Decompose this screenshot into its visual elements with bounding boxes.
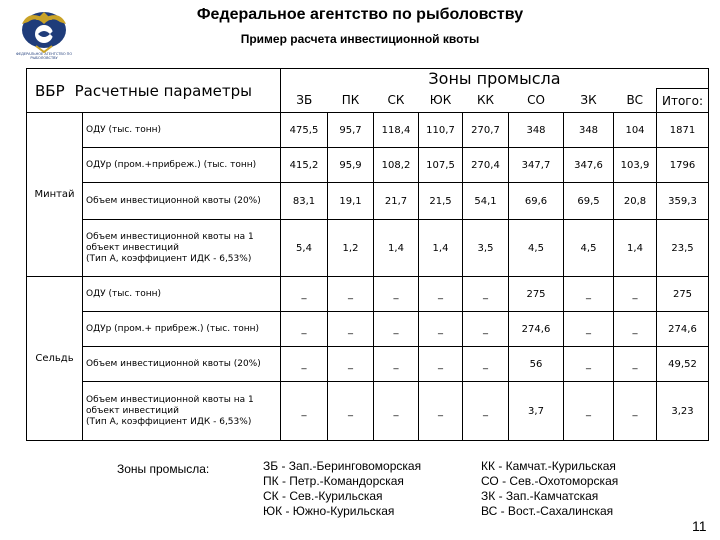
value-cell: _: [463, 277, 509, 312]
param-label: [83, 220, 281, 277]
value-cell: _: [419, 312, 463, 347]
value-cell: 3,5: [463, 220, 509, 277]
value-cell: _: [281, 382, 328, 441]
zone-header-vs: ВС: [614, 89, 657, 113]
value-cell: 19,1: [328, 183, 374, 220]
value-cell: _: [614, 312, 657, 347]
param-line: (Тип А, коэффициент ИДК - 6,53%): [86, 416, 252, 427]
value-cell: 1,4: [614, 220, 657, 277]
zone-header-pk: ПК: [328, 89, 374, 113]
value-cell: 54,1: [463, 183, 509, 220]
legend-item: ВС - Вост.-Сахалинская: [481, 504, 614, 518]
table-row: [27, 312, 709, 347]
zone-header-zb: ЗБ: [281, 89, 328, 113]
legend-item: ЗК - Зап.-Камчатская: [481, 489, 599, 503]
value-cell: _: [374, 347, 419, 382]
value-cell: _: [328, 347, 374, 382]
value-cell: _: [281, 277, 328, 312]
value-cell: 270,7: [463, 113, 509, 148]
value-cell: 3,7: [509, 382, 564, 441]
param-label: Объем инвестиционной квоты (20%): [83, 347, 281, 382]
value-cell: 69,6: [509, 183, 564, 220]
value-cell: 110,7: [419, 113, 463, 148]
legend-column-2: [481, 459, 618, 519]
total-cell: 23,5: [657, 220, 709, 277]
value-cell: _: [564, 277, 614, 312]
value-cell: 274,6: [509, 312, 564, 347]
zone-header-kk: КК: [463, 89, 509, 113]
param-label: ОДУ (тыс. тонн): [83, 277, 281, 312]
value-cell: _: [463, 347, 509, 382]
value-cell: _: [419, 277, 463, 312]
value-cell: 275: [509, 277, 564, 312]
value-cell: _: [281, 312, 328, 347]
table-row: [27, 113, 709, 148]
param-label: ОДУр (пром.+прибреж.) (тыс. тонн): [83, 148, 281, 183]
value-cell: 103,9: [614, 148, 657, 183]
value-cell: _: [419, 382, 463, 441]
value-cell: 4,5: [509, 220, 564, 277]
value-cell: _: [281, 347, 328, 382]
value-cell: _: [328, 312, 374, 347]
col-params-header: Расчетные параметры: [74, 81, 252, 100]
table-row: [27, 220, 709, 277]
param-line: Объем инвестиционной квоты на 1: [86, 231, 254, 242]
value-cell: _: [564, 312, 614, 347]
table-row: [27, 347, 709, 382]
value-cell: 20,8: [614, 183, 657, 220]
value-cell: _: [614, 277, 657, 312]
value-cell: 4,5: [564, 220, 614, 277]
value-cell: 95,7: [328, 113, 374, 148]
page-subtitle: Пример расчета инвестиционной квоты: [240, 32, 480, 46]
total-cell: 1796: [657, 148, 709, 183]
quota-table: [26, 68, 709, 441]
legend-label: Зоны промысла:: [117, 462, 210, 476]
param-label: ОДУ (тыс. тонн): [83, 113, 281, 148]
zone-header-sk: СК: [374, 89, 419, 113]
legend-item: КК - Камчат.-Курильская: [481, 459, 616, 473]
value-cell: _: [614, 347, 657, 382]
total-header: Итого:: [657, 89, 709, 113]
value-cell: 107,5: [419, 148, 463, 183]
param-line: Объем инвестиционной квоты на 1: [86, 394, 254, 405]
zone-header-yuk: ЮК: [419, 89, 463, 113]
value-cell: 415,2: [281, 148, 328, 183]
value-cell: _: [374, 277, 419, 312]
value-cell: 95,9: [328, 148, 374, 183]
param-label: [83, 382, 281, 441]
legend-item: ЗБ - Зап.-Беринговоморская: [263, 459, 422, 473]
value-cell: _: [374, 312, 419, 347]
total-cell: 3,23: [657, 382, 709, 441]
param-line: объект инвестиций: [86, 242, 179, 253]
value-cell: 1,4: [419, 220, 463, 277]
value-cell: 21,7: [374, 183, 419, 220]
zone-header-so: СО: [509, 89, 564, 113]
value-cell: _: [374, 382, 419, 441]
param-line: (Тип А, коэффициент ИДК - 6,53%): [86, 253, 252, 264]
value-cell: 104: [614, 113, 657, 148]
value-cell: _: [463, 382, 509, 441]
page-title: Федеральное агентство по рыболовству: [196, 6, 524, 23]
value-cell: 69,5: [564, 183, 614, 220]
value-cell: 348: [509, 113, 564, 148]
value-cell: 347,7: [509, 148, 564, 183]
legend-item: СО - Сев.-Охотоморская: [481, 474, 619, 488]
species-label: Сельдь: [27, 277, 83, 441]
value-cell: _: [614, 382, 657, 441]
table-row: [27, 382, 709, 441]
total-cell: 275: [657, 277, 709, 312]
zones-title: Зоны промысла: [281, 69, 709, 89]
header-left: [27, 69, 281, 113]
total-cell: 274,6: [657, 312, 709, 347]
value-cell: 348: [564, 113, 614, 148]
value-cell: 1,4: [374, 220, 419, 277]
value-cell: _: [564, 347, 614, 382]
value-cell: _: [564, 382, 614, 441]
legend-item: ЮК - Южно-Курильская: [263, 504, 395, 518]
total-cell: 1871: [657, 113, 709, 148]
value-cell: 1,2: [328, 220, 374, 277]
col-vbr-header: ВБР: [35, 81, 65, 100]
emblem-caption: ФЕДЕРАЛЬНОЕ АГЕНТСТВО ПО РЫБОЛОВСТВУ: [15, 52, 73, 60]
legend-column-1: [263, 459, 421, 519]
param-label: ОДУр (пром.+ прибреж.) (тыс. тонн): [83, 312, 281, 347]
value-cell: 475,5: [281, 113, 328, 148]
table-row: [27, 183, 709, 220]
value-cell: 5,4: [281, 220, 328, 277]
param-label: Объем инвестиционной квоты (20%): [83, 183, 281, 220]
value-cell: 21,5: [419, 183, 463, 220]
value-cell: 270,4: [463, 148, 509, 183]
table-row: [27, 277, 709, 312]
legend-item: СК - Сев.-Курильская: [263, 489, 383, 503]
legend-item: ПК - Петр.-Командорская: [263, 474, 404, 488]
value-cell: _: [463, 312, 509, 347]
value-cell: 56: [509, 347, 564, 382]
total-cell: 359,3: [657, 183, 709, 220]
value-cell: 347,6: [564, 148, 614, 183]
value-cell: _: [328, 277, 374, 312]
zone-header-zk: ЗК: [564, 89, 614, 113]
species-label: Минтай: [27, 113, 83, 277]
value-cell: _: [328, 382, 374, 441]
value-cell: 108,2: [374, 148, 419, 183]
value-cell: 83,1: [281, 183, 328, 220]
value-cell: 118,4: [374, 113, 419, 148]
total-cell: 49,52: [657, 347, 709, 382]
param-line: объект инвестиций: [86, 405, 179, 416]
value-cell: _: [419, 347, 463, 382]
table-row: [27, 148, 709, 183]
page-number: 11: [692, 518, 707, 534]
